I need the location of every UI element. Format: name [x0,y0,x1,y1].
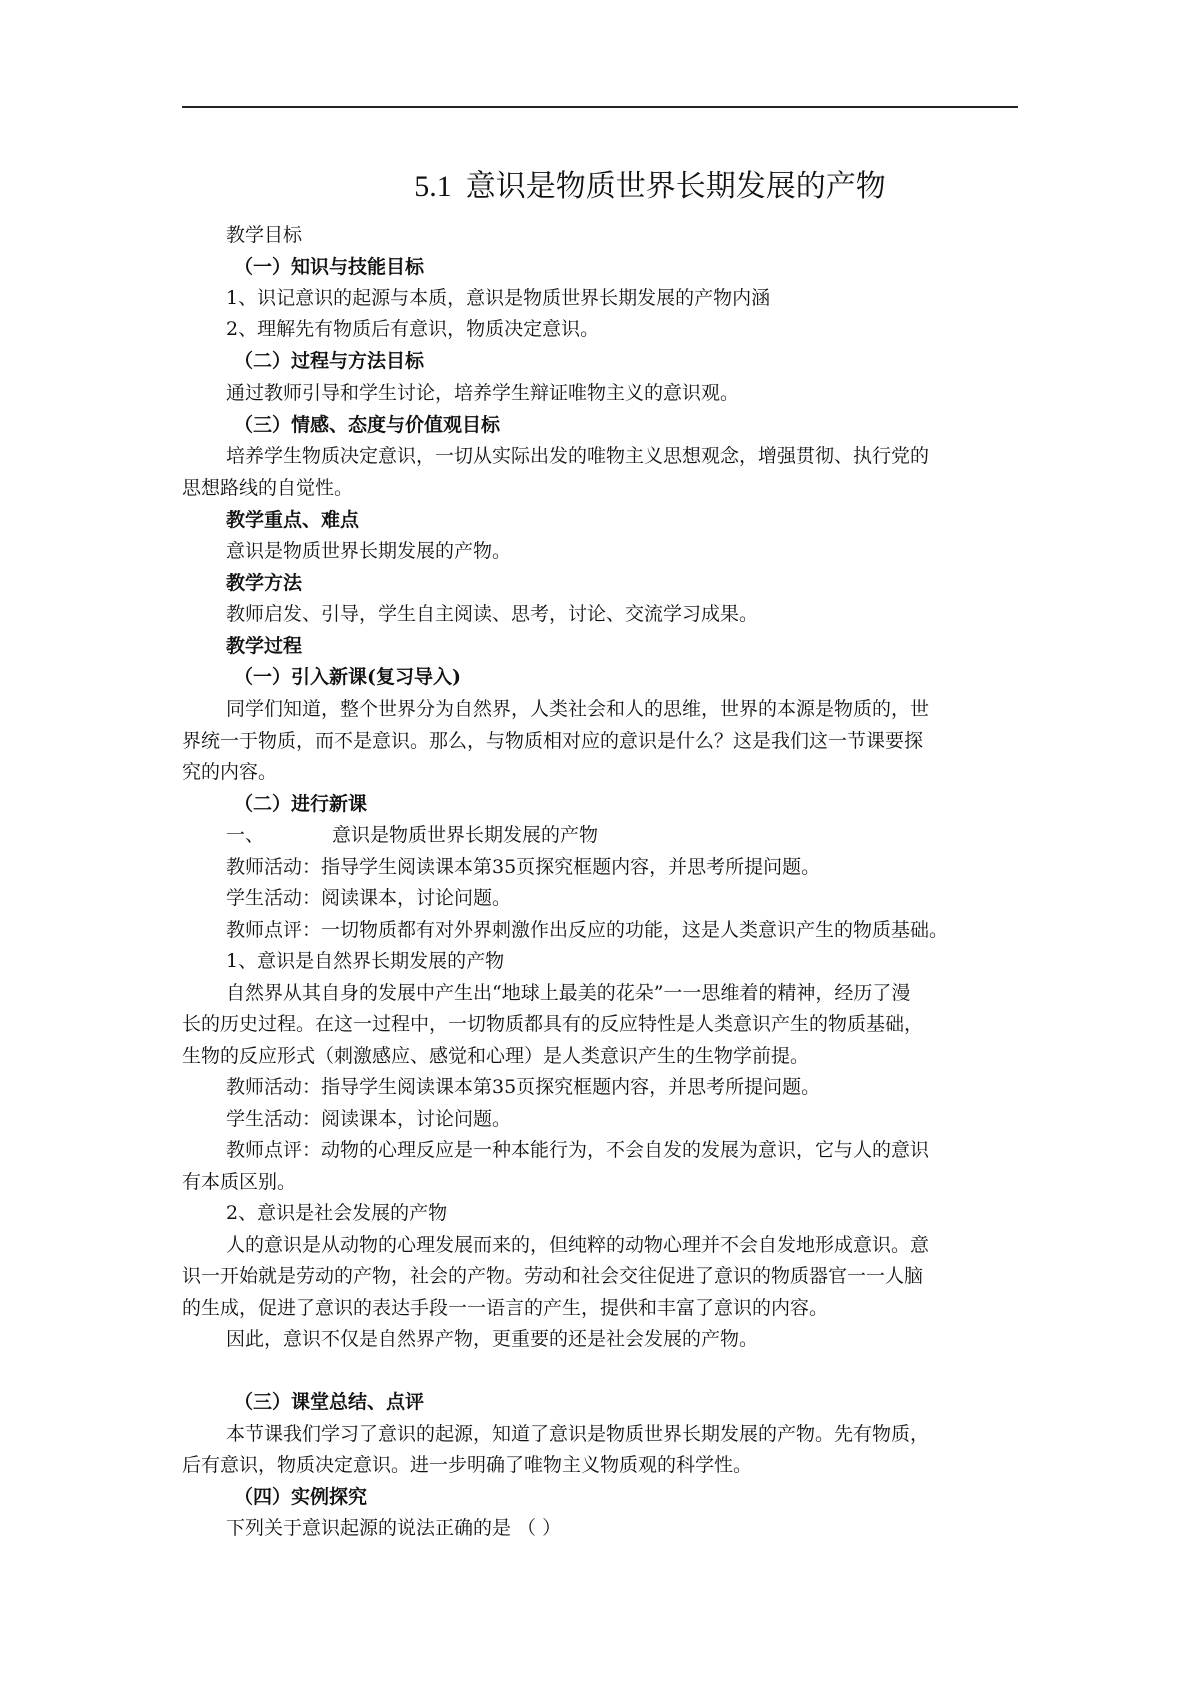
text-line: 教师启发、引导，学生自主阅读、思考，讨论、交流学习成果。 [226,603,759,625]
section-heading: 教学重点、难点 [226,509,360,531]
text-line: 的生成，促进了意识的表达手段一一语言的产生，提供和丰富了意识的内容。 [182,1297,829,1319]
text-line: 思想路线的自觉性。 [182,477,354,499]
text-line: 究的内容。 [182,761,278,783]
heading-number: 一、 [226,824,265,846]
text-line: 长的历史过程。在这一过程中，一切物质都具有的反应特性是人类意识产生的物质基础， [182,1013,924,1035]
text-line: 1、识记意识的起源与本质，意识是物质世界长期发展的产物内涵 [226,287,771,309]
text-line: 意识是物质世界长期发展的产物。 [226,540,512,562]
text-line: 学生活动：阅读课本，讨论问题。 [226,887,512,909]
text-line: 后有意识，物质决定意识。进一步明确了唯物主义物质观的科学性。 [182,1454,753,1476]
section-heading: （三）情感、态度与价值观目标 [234,414,501,436]
text-line: 培养学生物质决定意识，一切从实际出发的唯物主义思想观念，增强贯彻、执行党的 [226,445,930,467]
text-line: 2、理解先有物质后有意识，物质决定意识。 [226,318,600,340]
text-line: 教师点评：一切物质都有对外界刺激作出反应的功能，这是人类意识产生的物质基础。 [226,919,949,941]
section-heading: （二）过程与方法目标 [234,350,425,372]
text-line: 教师活动：指导学生阅读课本第35页探究框题内容，并思考所提问题。 [226,1076,821,1098]
title-number: 5.1 [414,170,452,203]
text-line: 自然界从其自身的发展中产生出“地球上最美的花朵”一一思维着的精神，经历了漫 [226,982,911,1004]
text-line: 生物的反应形式（刺激感应、感觉和心理）是人类意识产生的生物学前提。 [182,1045,810,1067]
text-line: 1、意识是自然界长期发展的产物 [226,950,505,972]
section-heading: 教学过程 [226,635,303,657]
text-line: 教师活动：指导学生阅读课本第35页探究框题内容，并思考所提问题。 [226,856,821,878]
text-line: 同学们知道，整个世界分为自然界，人类社会和人的思维，世界的本源是物质的，世 [226,698,930,720]
section-heading: （二）进行新课 [234,793,368,815]
text-line: 识一开始就是劳动的产物，社会的产物。劳动和社会交往促进了意识的物质器官一一人脑 [182,1265,924,1287]
section-heading: （四）实例探究 [234,1486,368,1508]
section-heading: （一）知识与技能目标 [234,256,425,278]
numbered-heading [226,820,598,850]
section-heading: （一）引入新课(复习导入) [234,666,461,688]
text-line: 有本质区别。 [182,1171,297,1193]
page-title [182,166,1018,208]
text-line: 通过教师引导和学生讨论，培养学生辩证唯物主义的意识观。 [226,382,740,404]
text-line: 本节课我们学习了意识的起源，知道了意识是物质世界长期发展的产物。先有物质， [226,1423,930,1445]
heading-text: 意识是物质世界长期发展的产物 [332,824,599,846]
text-line: 界统一于物质，而不是意识。那么，与物质相对应的意识是什么？这是我们这一节课要探 [182,730,924,752]
header-rule [182,106,1018,108]
title-text: 意识是物质世界长期发展的产物 [465,169,886,204]
text-line: 教师点评：动物的心理反应是一种本能行为，不会自发的发展为意识，它与人的意识 [226,1139,930,1161]
text-line: 学生活动：阅读课本，讨论问题。 [226,1108,512,1130]
text-line: 人的意识是从动物的心理发展而来的，但纯粹的动物心理并不会自发地形成意识。意 [226,1234,930,1256]
text-line: 因此，意识不仅是自然界产物，更重要的还是社会发展的产物。 [226,1328,759,1350]
text-line: 下列关于意识起源的说法正确的是 （ ） [226,1517,562,1539]
text-line: 2、意识是社会发展的产物 [226,1202,448,1224]
section-heading: （三）课堂总结、点评 [234,1391,425,1413]
text-line: 教学目标 [226,224,303,246]
section-heading: 教学方法 [226,572,303,594]
